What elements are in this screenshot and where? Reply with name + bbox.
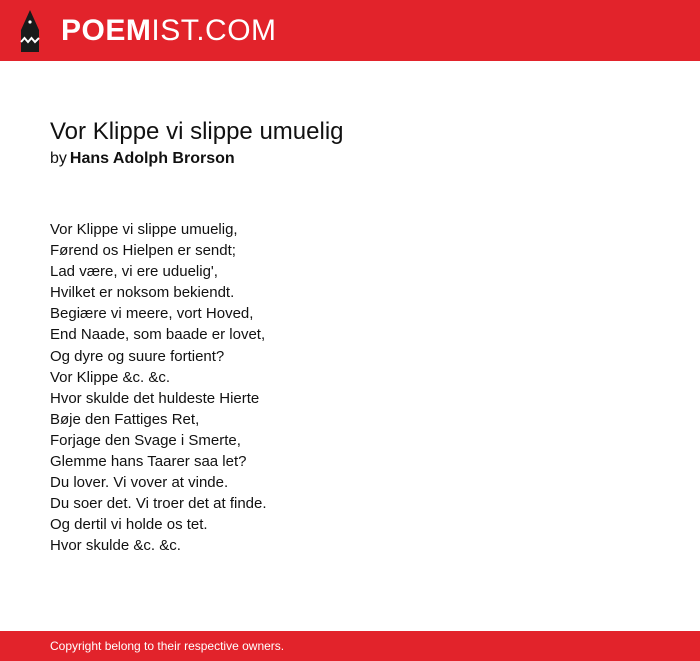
poem-line: Hvor skulde &c. &c. [50, 537, 181, 555]
poem-line: Bøje den Fattiges Ret, [50, 410, 200, 428]
site-header [0, 0, 700, 61]
copyright-notice: Copyright belong to their respective owners. [50, 639, 285, 653]
poem-line: Lad være, vi ere uduelig', [50, 263, 218, 281]
poem-author: Hans Adolph Brorson [69, 150, 235, 167]
site-logo-link[interactable] [18, 10, 277, 52]
logo-wordmark-light: IST.COM [151, 14, 277, 47]
poem-line: Begiære vi meere, vort Hoved, [50, 305, 254, 323]
poem-byline [50, 149, 235, 169]
poem-line: Hvilket er noksom bekiendt. [50, 284, 235, 302]
poem-line: Og dertil vi holde os tet. [50, 516, 208, 534]
poem-line: Forjage den Svage i Smerte, [50, 431, 241, 449]
poem-line: Og dyre og suure fortient? [50, 347, 225, 365]
site-footer [0, 631, 700, 661]
poem-line: Du soer det. Vi troer det at finde. [50, 495, 267, 513]
pencil-icon [18, 10, 42, 52]
logo-wordmark-bold: POEM [61, 14, 152, 47]
poem-body [50, 219, 267, 557]
byline-prefix: by [50, 150, 67, 167]
poem-line: Hvor skulde det huldeste Hierte [50, 389, 260, 407]
poem-line: End Naade, som baade er lovet, [50, 326, 266, 344]
logo-wordmark [61, 10, 277, 52]
poem-line: Du lover. Vi vover at vinde. [50, 474, 229, 492]
poem-line: Førend os Hielpen er sendt; [50, 242, 236, 260]
poem-line: Vor Klippe vi slippe umuelig, [50, 221, 238, 238]
poem-title: Vor Klippe vi slippe umuelig [50, 118, 344, 145]
poem-line: Vor Klippe &c. &c. [50, 368, 171, 386]
poem-line: Glemme hans Taarer saa let? [50, 453, 247, 471]
